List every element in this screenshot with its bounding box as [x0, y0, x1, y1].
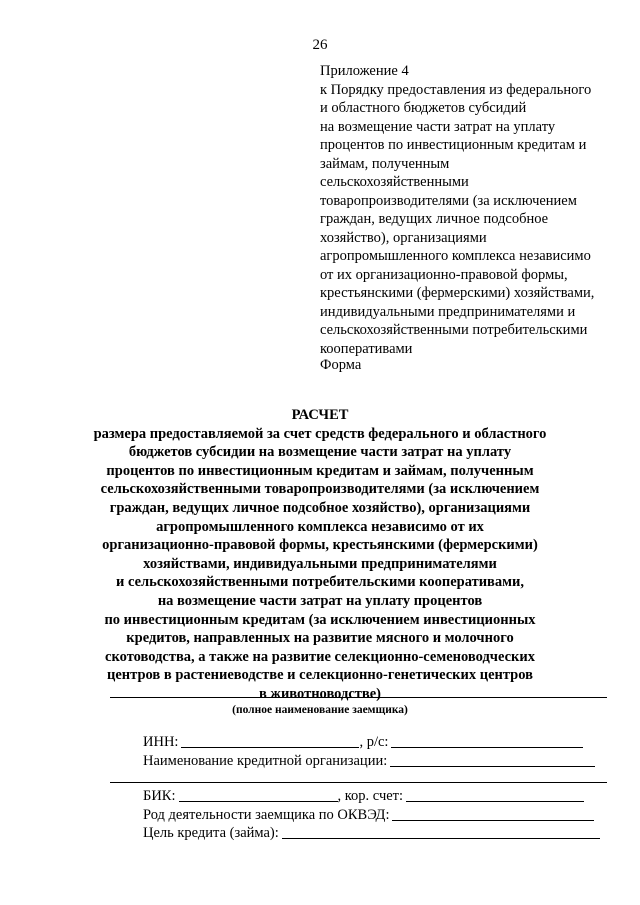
appendix-line: агропромышленного комплекса независимо: [320, 248, 591, 264]
appendix-line: и областного бюджетов субсидий: [320, 100, 527, 116]
account-field[interactable]: [391, 733, 583, 748]
purpose-row: [143, 824, 600, 842]
appendix-line: от их организационно-правовой формы,: [320, 266, 568, 283]
bik-corr-row: [143, 787, 584, 805]
loan-purpose-label: Цель кредита (займа):: [143, 825, 279, 841]
appendix-line: крестьянскими (фермерскими) хозяйствами,: [320, 285, 595, 301]
bank-name-label: Наименование кредитной организации:: [143, 753, 388, 769]
appendix-line: сельскохозяйственными: [320, 174, 469, 190]
appendix-line: сельскохозяйственными потребительскими: [320, 322, 588, 338]
appendix-line: хозяйство), организациями: [320, 229, 487, 246]
borrower-name-caption: (полное наименование заемщика): [232, 704, 408, 716]
bank-name-field[interactable]: [390, 752, 595, 767]
appendix-line: кооперативами: [320, 340, 413, 357]
appendix-line: процентов по инвестиционным кредитам и: [320, 137, 587, 153]
corr-account-label: , кор. счет:: [337, 788, 404, 804]
title-line: размера предоставляемой за счет средств федерального и областного: [93, 425, 547, 442]
loan-purpose-field[interactable]: [282, 824, 600, 839]
title-line: агропромышленного комплекса независимо от их: [156, 518, 484, 535]
title-line: сельскохозяйственными товаропроизводителями (за исключением: [100, 481, 540, 498]
bik-field[interactable]: [179, 787, 338, 802]
appendix-line: граждан, ведущих личное подсобное: [320, 211, 549, 227]
title-line: в животноводстве): [258, 685, 382, 702]
appendix-line: индивидуальными предпринимателями и: [320, 303, 576, 320]
inn-account-row: [143, 733, 583, 751]
title-line: скотоводства, а также на развитие селекционно-семеноводческих: [105, 648, 535, 665]
corr-account-field[interactable]: [406, 787, 584, 802]
bank-name-continuation-line[interactable]: [110, 782, 607, 783]
okved-field[interactable]: [392, 806, 594, 821]
appendix-line: к Порядку предоставления из федерального: [320, 81, 592, 98]
account-label: , р/с:: [359, 734, 389, 750]
title-line: по инвестиционным кредитам (за исключением инвестиционных: [104, 611, 536, 628]
title-line: и сельскохозяйственными потребительскими кооперативами,: [116, 574, 524, 591]
okved-label: Род деятельности заемщика по ОКВЭД:: [143, 807, 390, 823]
title-line: организационно-правовой формы, крестьянскими (фермерскими): [102, 537, 538, 554]
title-line: хозяйствами, индивидуальными предпринимателями: [143, 555, 497, 572]
appendix-reference: [320, 62, 620, 358]
document-title: [0, 406, 640, 704]
appendix-line: на возмещение части затрат на уплату: [320, 118, 556, 135]
title-line: бюджетов субсидии на возмещение части затрат на уплату: [128, 444, 512, 461]
inn-label: ИНН:: [143, 734, 179, 750]
page-number: 26: [312, 37, 328, 53]
appendix-line: товаропроизводителями (за исключением: [320, 192, 577, 209]
title-line: граждан, ведущих личное подсобное хозяйство), организациями: [109, 499, 531, 516]
bank-row: [143, 752, 595, 770]
okved-row: [143, 806, 594, 824]
title-line: на возмещение части затрат на уплату процентов: [157, 592, 483, 609]
title-line: кредитов, направленных на развитие мясного и молочного: [126, 630, 514, 647]
title-line: процентов по инвестиционным кредитам и займам, полученным: [106, 462, 534, 479]
title-heading: РАСЧЕТ: [291, 407, 349, 423]
inn-field[interactable]: [181, 733, 359, 748]
appendix-line: Приложение 4: [320, 63, 409, 79]
borrower-name-line[interactable]: [110, 697, 607, 698]
form-label: Форма: [320, 357, 362, 373]
title-line: центров в растениеводстве и селекционно-генетических центров: [107, 667, 533, 684]
appendix-line: займам, полученным: [320, 155, 450, 172]
bik-label: БИК:: [143, 788, 176, 804]
